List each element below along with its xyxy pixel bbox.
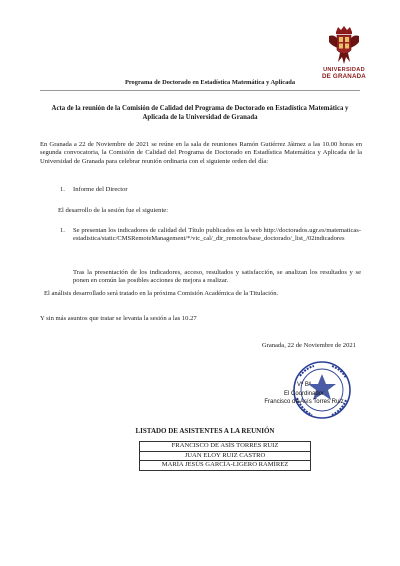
attendee-name: MARÍA JESÚS GARCÍA-LIGERO RAMÍREZ [140, 461, 311, 471]
table-row [140, 451, 311, 461]
university-logo [309, 26, 379, 80]
signature-role: El Coordinador [283, 390, 325, 397]
item1-text: Se presentan los indicadores de calidad del Título publicados en la web [73, 227, 262, 234]
logo-text-line1: UNIVERSIDAD [323, 67, 365, 73]
header-divider [40, 90, 360, 91]
analysis-paragraph: El análisis desarrollado será tratado en la próxima Comisión Académica de la Titulación. [44, 290, 279, 297]
attendees-title: LISTADO DE ASISTENTES A LA REUNIÓN [135, 427, 275, 435]
signature-approval: Vº Bº [296, 382, 312, 388]
item1-block [73, 227, 361, 244]
item1-number: 1. [60, 227, 65, 234]
attendee-name: JUAN ELOY RUIZ CASTRO [140, 451, 311, 461]
intro-paragraph: En Granada a 22 de Noviembre de 2021 se reúne en la sala de reuniones Ramón Gutiérrez Jáimez a las 10.00 horas en segunda convocatoria, la Comisión de Calidad del Programa de Doctorado en Estadística Matemática y Aplicada de la Universidad de Granada para celebrar reunión ordinaria con el siguiente orden del día: [40, 141, 362, 165]
signature-block [254, 360, 364, 420]
signature-text [254, 381, 354, 407]
signature-name: Francisco de Asís Torres Ruiz [264, 399, 344, 406]
attendee-name: FRANCISCO DE ASÍS TORRES RUIZ [140, 442, 311, 452]
indicators-link[interactable]: http://doctorados.ugr.es/matematicas-estadistica/static/CMSRemoteManagement/*/vic_cal/_dir_remotos/base_doctorado/_list_/02indicadores [73, 227, 361, 243]
development-intro: El desarrollo de la sesión fue el siguiente: [58, 207, 169, 214]
logo-text-line2: DE GRANADA [322, 73, 366, 80]
granada-crest-icon [327, 26, 361, 66]
attendees-table [139, 441, 311, 471]
agenda-item-text: Informe del Director [73, 186, 128, 193]
program-header: Programa de Doctorado en Estadística Matemática y Aplicada [124, 79, 296, 86]
table-row [140, 442, 311, 452]
table-row [140, 461, 311, 471]
agenda-item-number: 1. [60, 186, 65, 193]
item1-followup: Tras la presentación de los indicadores, acceso, resultados y satisfacción, se analizan los resultados y se ponen en común las posibles acciones de mejora a realizar. [73, 269, 361, 285]
closing-paragraph: Y sin más asuntos que tratar se levanta la sesión a las 10.27 [40, 315, 197, 322]
place-date: Granada, 22 de Noviembre de 2021 [261, 342, 356, 349]
document-title: Acta de la reunión de la Comisión de Calidad del Programa de Doctorado en Estadística Matemática y Aplicada de la Universidad de Granada [51, 105, 349, 121]
